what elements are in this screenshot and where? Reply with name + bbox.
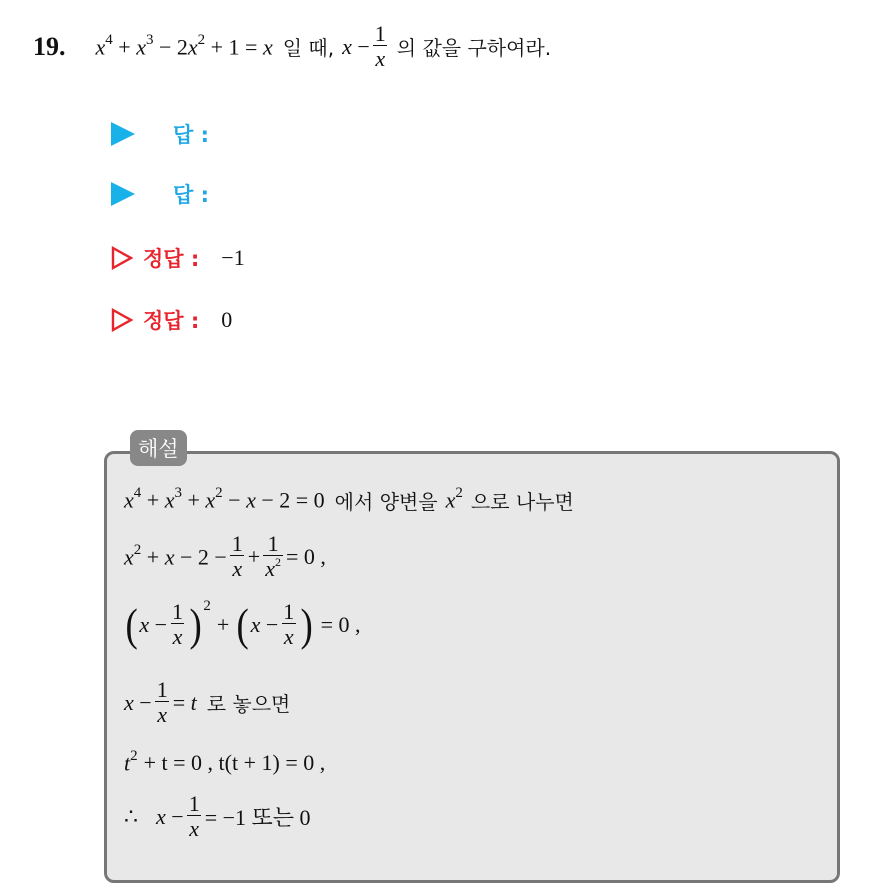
correct-answer-label: 정답 : (143, 309, 200, 333)
correct-answer-row-1 (111, 240, 245, 276)
outline-triangle-icon (111, 246, 133, 270)
answer-row-1 (111, 116, 209, 152)
question-equation: $x^4 + x^3 - 2x^2 + 1 = x$ (95, 31, 273, 59)
question-target-expr: x − (342, 33, 370, 59)
explanation-line-6: ∴ x − $\frac{1}{x}$ = −1 또는 0 (124, 791, 311, 842)
answer-row-2 (111, 176, 209, 212)
explanation-tag: 해설 (130, 430, 187, 466)
answer-label: 답 : (173, 123, 209, 147)
play-triangle-icon (111, 122, 135, 146)
correct-answer-row-2 (111, 302, 232, 338)
explanation-line-2: $x^2 + x - 2$ − $\frac{1}{x}$ + $\frac{1}{x^2}$ = 0 , (124, 531, 326, 582)
explanation-line-3: ( x − $\frac{1}{x}$ ) $^2$ + ( x − $\frac{1}{x}$ ) = 0 , (125, 598, 361, 650)
explanation-line-5: $t^2$ + t = 0 , t(t + 1) = 0 , (124, 748, 326, 776)
explanation-line-4: x − $\frac{1}{x}$ = t 로 놓으면 (124, 677, 291, 728)
play-triangle-icon (111, 182, 135, 206)
question-number: 19. (33, 31, 66, 61)
correct-answer-value: −1 (221, 245, 245, 270)
answer-label: 답 : (173, 183, 209, 207)
question-when-text: 일 때, (282, 36, 335, 61)
outline-triangle-icon (111, 308, 133, 332)
question-fraction: $\frac{1}{x}$ (374, 21, 386, 72)
correct-answer-value: 0 (221, 307, 233, 332)
question-find-text: 의 값을 구하여라. (396, 36, 552, 61)
correct-answer-label: 정답 : (143, 247, 200, 271)
question-line (33, 22, 551, 71)
explanation-line-1: $x^4 + x^3 + x^2 - x - 2 = 0$ 에서 양변을 $x^2$ 으로 나누면 (124, 485, 574, 514)
